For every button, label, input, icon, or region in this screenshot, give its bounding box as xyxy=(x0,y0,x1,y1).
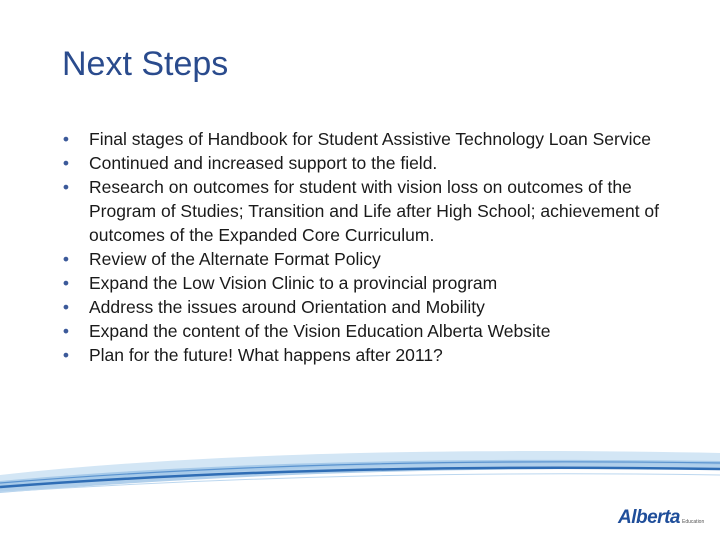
bullet-dot-icon: • xyxy=(62,249,70,269)
bullet-list xyxy=(60,127,670,367)
bullet-text: Final stages of Handbook for Student Assistive Technology Loan Service xyxy=(89,129,651,149)
bullet-dot-icon: • xyxy=(62,345,70,365)
bullet-text: Continued and increased support to the field. xyxy=(89,153,438,173)
bullet-item xyxy=(60,247,670,271)
bullet-text: Expand the content of the Vision Education Alberta Website xyxy=(89,321,551,341)
logo-subtext: Education xyxy=(682,519,705,525)
bullet-text: Research on outcomes for student with vision loss on outcomes of the Program of Studies; Transition and Life after High School; achievement of outcomes of the Expanded Core Curriculum. xyxy=(89,177,660,245)
bullet-item xyxy=(60,271,670,295)
bullet-dot-icon: • xyxy=(62,273,70,293)
bullet-dot-icon: • xyxy=(62,153,70,173)
logo-wordmark: Alberta xyxy=(618,507,680,528)
bullet-dot-icon: • xyxy=(62,129,70,149)
bullet-text: Plan for the future! What happens after 2011? xyxy=(89,345,443,365)
bullet-item xyxy=(60,295,670,319)
bullet-item xyxy=(60,151,670,175)
bullet-dot-icon: • xyxy=(62,177,70,197)
bullet-text: Address the issues around Orientation and Mobility xyxy=(89,297,485,317)
alberta-education-logo xyxy=(618,506,720,532)
bullet-item xyxy=(60,127,670,151)
bullet-item xyxy=(60,343,670,367)
bullet-text: Expand the Low Vision Clinic to a provincial program xyxy=(89,273,498,293)
bullet-text: Review of the Alternate Format Policy xyxy=(89,249,381,269)
slide-title: Next Steps xyxy=(62,45,229,83)
bullet-item xyxy=(60,175,670,247)
bullet-item xyxy=(60,319,670,343)
bullet-dot-icon: • xyxy=(62,297,70,317)
bullet-dot-icon: • xyxy=(62,321,70,341)
decorative-swoosh xyxy=(0,445,720,505)
